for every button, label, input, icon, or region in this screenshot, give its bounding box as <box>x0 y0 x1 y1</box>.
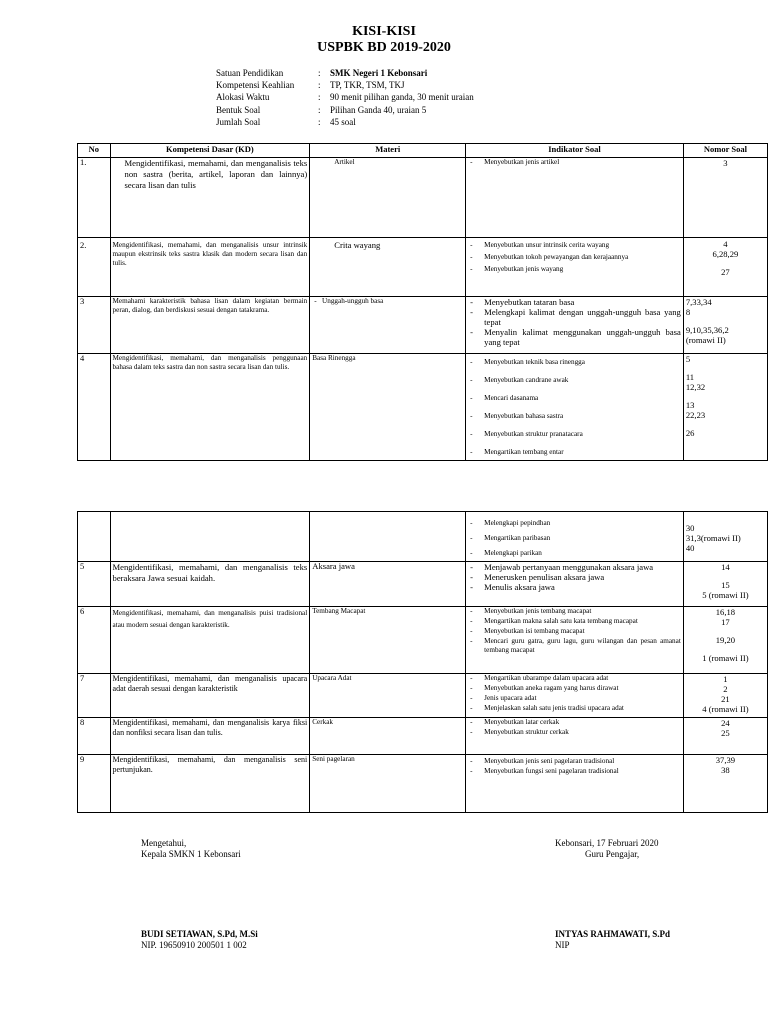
row-materi: Cerkak <box>310 718 466 755</box>
document-subtitle: USPBK BD 2019-2020 <box>317 40 451 55</box>
approval-label: Mengetahui, <box>141 838 187 848</box>
question-number <box>686 392 765 400</box>
question-number <box>686 572 765 580</box>
row-materi: Crita wayang <box>310 238 466 297</box>
table-header-row <box>78 144 768 158</box>
table-row <box>78 297 768 354</box>
question-number: (romawi II) <box>685 335 726 345</box>
question-number: 21 <box>721 694 730 704</box>
info-label: Alokasi Waktu <box>216 92 270 103</box>
indicator-item: - Menyebutkan aneka ragam yang harus dirawat <box>468 684 681 693</box>
question-number: 19,20 <box>715 635 736 645</box>
indicator-item: - Menulis aksara jawa <box>468 582 681 592</box>
info-label: Kompetensi Keahlian <box>216 80 295 91</box>
indicator-item: - Menyebutkan latar cerkak <box>468 718 681 727</box>
table-row <box>78 562 768 607</box>
row-kd: Mengidentifikasi, memahami, dan menganalisis teks beraksara Jawa sesuai kaidah. <box>110 562 310 607</box>
question-number: 13 <box>685 400 695 410</box>
indicator-item: - Menyebutkan tataran basa <box>468 297 681 307</box>
indicator-item: - Menyebutkan jenis wayang <box>468 265 681 274</box>
info-label: Satuan Pendidikan <box>216 68 284 78</box>
question-number: 31,3(romawi II) <box>685 533 741 543</box>
indicator-item: - Mencari guru gatra, guru lagu, guru wilangan dan pesan amanat tembang macapat <box>468 637 681 655</box>
row-materi: - Unggah-ungguh basa <box>310 297 466 354</box>
question-number: 40 <box>685 543 695 553</box>
table-row <box>78 674 768 718</box>
row-kd: Mengidentifikasi, memahami, dan menganalisis puisi tradisional atau modern sesuai dengan karakteristik. <box>110 607 310 674</box>
question-number: 22,23 <box>685 410 706 420</box>
info-row: Satuan Pendidikan : SMK Negeri 1 Kebonsari <box>216 68 428 78</box>
document-title: KISI-KISI <box>352 24 416 39</box>
row-kd <box>110 512 310 562</box>
indicator-item: - Menyebutkan unsur intrinsik cerita wayang <box>468 241 681 250</box>
question-number: 4 (romawi II) <box>702 704 749 714</box>
indicator-item: - Menyebutkan fungsi seni pagelaran tradisional <box>468 767 681 776</box>
kisi-table-continued <box>77 511 768 813</box>
indicator-item: - Mencari dasanama <box>468 394 681 403</box>
info-value: Pilihan Ganda 40, uraian 5 <box>330 104 427 115</box>
indicator-item: - Menyebutkan jenis tembang macapat <box>468 607 681 616</box>
indicator-item: - Menyebutkan jenis artikel <box>468 158 681 167</box>
question-number: 5 (romawi II) <box>702 590 749 600</box>
row-materi: Seni pagelaran <box>310 755 466 813</box>
indicator-item: - Menyebutkan struktur cerkak <box>468 728 681 737</box>
info-row: Kompetensi Keahlian : TP, TKR, TSM, TKJ <box>216 80 405 91</box>
row-materi: Basa Rinengga <box>310 354 466 461</box>
teacher-nip: NIP <box>555 940 570 950</box>
table-row <box>78 238 768 297</box>
indicator-item: - Menyebutkan candrane awak <box>468 376 681 385</box>
indicator-item: - Menyebutkan teknik basa rinengga <box>468 358 681 367</box>
row-kd: Mengidentifikasi, memahami, dan menganalisis penggunaan bahasa dalam teks sastra dan non sastra secara lisan dan tulis. <box>110 354 310 461</box>
table-row <box>78 512 768 562</box>
question-number <box>686 259 765 267</box>
question-number: 1 <box>723 674 728 684</box>
kisi-table <box>77 143 768 461</box>
info-row: Bentuk Soal : Pilihan Ganda 40, uraian 5 <box>216 104 427 115</box>
question-number: 12,32 <box>685 382 706 392</box>
question-number: 6,28,29 <box>712 249 739 259</box>
teacher-signature <box>555 929 670 951</box>
indicator-item: - Mengartikan paribasan <box>468 534 681 543</box>
question-number: 16,18 <box>715 607 736 617</box>
teacher-title: Guru Pengajar, <box>585 849 640 859</box>
question-number <box>686 627 765 635</box>
table-row <box>78 718 768 755</box>
question-number: 25 <box>721 728 730 738</box>
row-no: 2. <box>78 238 111 297</box>
approval-block <box>141 838 241 860</box>
indicator-item: - Jenis upacara adat <box>468 694 681 703</box>
question-number <box>686 364 765 372</box>
row-materi <box>310 512 466 562</box>
row-kd: Mengidentifikasi, memahami, dan menganalisis seni pertunjukan. <box>110 755 310 813</box>
row-no: 3 <box>78 297 111 354</box>
question-number: 26 <box>685 428 695 438</box>
question-number: 3 <box>723 158 728 168</box>
headmaster-name: BUDI SETIAWAN, S.Pd, M.Si <box>141 929 258 939</box>
indicator-item: - Mengartikan tembang entar <box>468 448 681 457</box>
question-number: 11 <box>685 372 695 382</box>
question-number: 1 (romawi II) <box>702 653 749 663</box>
indicator-item: - Mengartikan ubarampe dalam upacara adat <box>468 674 681 683</box>
indicator-item: - Menerusken penulisan aksara jawa <box>468 572 681 582</box>
indicator-item: - Mengartikan makna salah satu kata tembang macapat <box>468 617 681 626</box>
row-kd: Mengidentifikasi, memahami, dan menganalisis teks non sastra (berita, artikel, laporan dan lainnya) secara lisan dan tulis <box>110 158 310 238</box>
question-number: 9,10,35,36,2 <box>685 325 729 335</box>
info-row: Alokasi Waktu : 90 menit pilihan ganda, 30 menit uraian <box>216 92 474 103</box>
question-number: 30 <box>685 523 695 533</box>
headmaster-signature <box>141 929 258 951</box>
question-number <box>686 645 765 653</box>
row-no: 9 <box>78 755 111 813</box>
info-value: TP, TKR, TSM, TKJ <box>330 80 405 91</box>
indicator-item: - Melengkapi parikan <box>468 549 681 558</box>
row-kd: Mengidentifikasi, memahami, dan menganalisis unsur intrinsik maupun ekstrinsik teks sastra klasik dan modern secara lisan dan tulis. <box>110 238 310 297</box>
question-number: 7,33,34 <box>685 297 712 307</box>
indicator-item: - Menyebutkan tokoh pewayangan dan kerajaannya <box>468 253 681 262</box>
row-no: 8 <box>78 718 111 755</box>
indicator-item: - Melengkapi kalimat dengan unggah-ungguh basa yang tepat <box>468 307 681 327</box>
indicator-item: - Menyebutkan struktur pranatacara <box>468 430 681 439</box>
question-number: 8 <box>685 307 691 317</box>
indicator-item: - Menyebutkan isi tembang macapat <box>468 627 681 636</box>
info-value: SMK Negeri 1 Kebonsari <box>330 68 428 78</box>
info-block <box>216 67 474 128</box>
table-row <box>78 607 768 674</box>
indicator-item: - Menjawab pertanyaan menggunakan aksara jawa <box>468 562 681 572</box>
info-value: 90 menit pilihan ganda, 30 menit uraian <box>330 92 474 103</box>
place-date: Kebonsari, 17 Februari 2020 <box>555 838 659 848</box>
info-value: 45 soal <box>330 116 356 127</box>
question-number: 14 <box>721 562 730 572</box>
header-nomor: Nomor Soal <box>683 144 767 158</box>
question-number <box>686 420 765 428</box>
header-no: No <box>78 144 111 158</box>
indicator-item: - Menyalin kalimat menggunakan unggah-ungguh basa yang tepat <box>468 327 681 347</box>
indicator-item: - Melengkapi pepindhan <box>468 519 681 528</box>
indicator-item: - Menjelaskan salah satu jenis tradisi upacara adat <box>468 704 681 713</box>
header-indikator: Indikator Soal <box>466 144 684 158</box>
table-row <box>78 755 768 813</box>
question-number: 37,39 <box>715 755 736 765</box>
row-no: 4 <box>78 354 111 461</box>
row-materi: Aksara jawa <box>310 562 466 607</box>
question-number: 5 <box>685 354 691 364</box>
teacher-name: INTYAS RAHMAWATI, S.Pd <box>555 929 671 939</box>
table-row <box>78 354 768 461</box>
info-label: Jumlah Soal <box>216 116 261 127</box>
question-number: 17 <box>721 617 730 627</box>
question-number: 38 <box>721 765 730 775</box>
info-label: Bentuk Soal <box>216 104 261 115</box>
indicator-item: - Menyebutkan bahasa sastra <box>468 412 681 421</box>
question-number: 15 <box>721 580 730 590</box>
row-materi: Upacara Adat <box>310 674 466 718</box>
table-row <box>78 158 768 238</box>
info-row: Jumlah Soal : 45 soal <box>216 116 356 127</box>
place-date-block <box>555 838 658 860</box>
question-number: 4 <box>723 239 728 249</box>
row-materi: Artikel <box>310 158 466 238</box>
row-kd: Mengidentifikasi, memahami, dan menganalisis karya fiksi dan nonfiksi secara lisan dan tulis. <box>110 718 310 755</box>
row-no: 1. <box>78 158 111 238</box>
header-materi: Materi <box>310 144 466 158</box>
row-no <box>78 512 111 562</box>
indicator-item: - Menyebutkan jenis seni pagelaran tradisional <box>468 757 681 766</box>
header-kd: Kompetensi Dasar (KD) <box>110 144 310 158</box>
row-kd: Memahami karakteristik bahasa lisan dalam kegiatan bermain peran, dialog, dan berdiskusi sesuai dengan tatakrama. <box>110 297 310 354</box>
materi-text: Unggah-ungguh basa <box>322 297 384 305</box>
row-materi: Tembang Macapat <box>310 607 466 674</box>
headmaster-title: Kepala SMKN 1 Kebonsari <box>141 849 241 859</box>
row-no: 7 <box>78 674 111 718</box>
question-number: 27 <box>721 267 730 277</box>
row-no: 6 <box>78 607 111 674</box>
row-no: 5 <box>78 562 111 607</box>
row-kd: Mengidentifikasi, memahami, dan menganalisis upacara adat daerah sesuai dengan karakteristik <box>110 674 310 718</box>
question-number <box>686 317 765 325</box>
question-number: 24 <box>721 718 730 728</box>
headmaster-nip: NIP. 19650910 200501 1 002 <box>141 940 247 950</box>
question-number: 2 <box>723 684 728 694</box>
